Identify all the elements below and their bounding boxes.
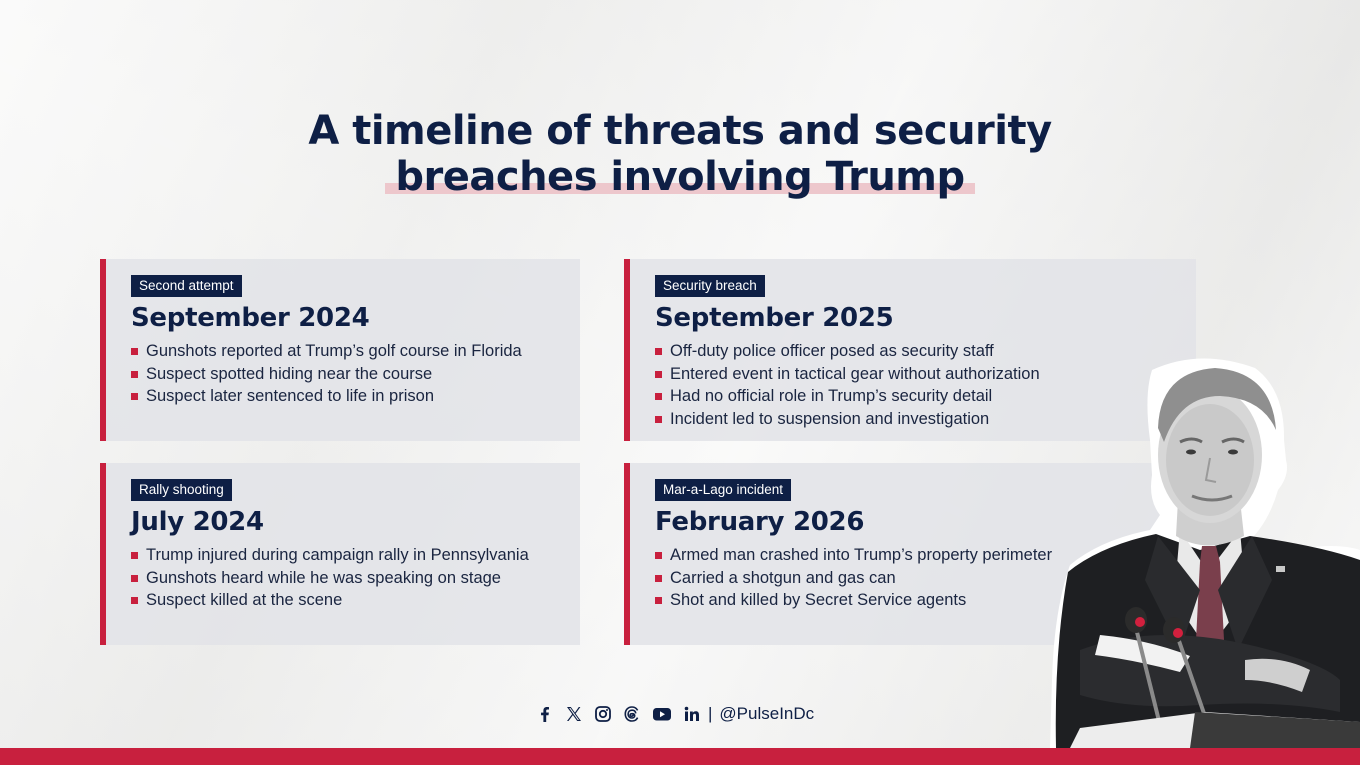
social-links: [536, 702, 814, 726]
youtube-icon[interactable]: [652, 705, 672, 723]
bullet-item: Shot and killed by Secret Service agents: [655, 589, 1196, 612]
timeline-card-july-2024: [100, 463, 580, 645]
x-icon[interactable]: [565, 705, 583, 723]
card-date: July 2024: [131, 507, 264, 537]
bullet-item: Suspect later sentenced to life in prison: [131, 385, 580, 408]
portrait-image: [1040, 350, 1360, 748]
card-bullets: [131, 340, 580, 408]
facebook-icon[interactable]: [536, 705, 554, 723]
timeline-card-september-2024: [100, 259, 580, 441]
bullet-item: Carried a shotgun and gas can: [655, 567, 1196, 590]
card-bullets: [131, 544, 580, 612]
bullet-item: Off-duty police officer posed as security staff: [655, 340, 1196, 363]
bullet-item: Had no official role in Trump’s security detail: [655, 385, 1196, 408]
bullet-item: Armed man crashed into Trump’s property perimeter: [655, 544, 1196, 567]
social-handle[interactable]: @PulseInDc: [719, 704, 815, 723]
card-date: September 2024: [131, 303, 370, 333]
bullet-item: Trump injured during campaign rally in Pennsylvania: [131, 544, 580, 567]
card-date: February 2026: [655, 507, 865, 537]
card-tag: Second attempt: [131, 275, 242, 297]
threads-icon[interactable]: [623, 705, 641, 723]
bullet-item: Entered event in tactical gear without authorization: [655, 363, 1196, 386]
page-title: [0, 108, 1360, 200]
bullet-item: Gunshots heard while he was speaking on stage: [131, 567, 580, 590]
separator: |: [708, 704, 713, 723]
card-tag: Mar-a-Lago incident: [655, 479, 791, 501]
bullet-item: Gunshots reported at Trump’s golf course in Florida: [131, 340, 580, 363]
linkedin-icon[interactable]: [683, 705, 701, 723]
bullet-item: Suspect spotted hiding near the course: [131, 363, 580, 386]
instagram-icon[interactable]: [594, 705, 612, 723]
bullet-item: Suspect killed at the scene: [131, 589, 580, 612]
card-tag: Rally shooting: [131, 479, 232, 501]
bullet-item: Incident led to suspension and investigation: [655, 408, 1196, 431]
card-date: September 2025: [655, 303, 894, 333]
footer-accent-bar: [0, 748, 1360, 765]
title-line-1: A timeline of threats and security: [308, 108, 1052, 154]
card-tag: Security breach: [655, 275, 765, 297]
title-line-2: breaches involving Trump: [385, 154, 974, 200]
